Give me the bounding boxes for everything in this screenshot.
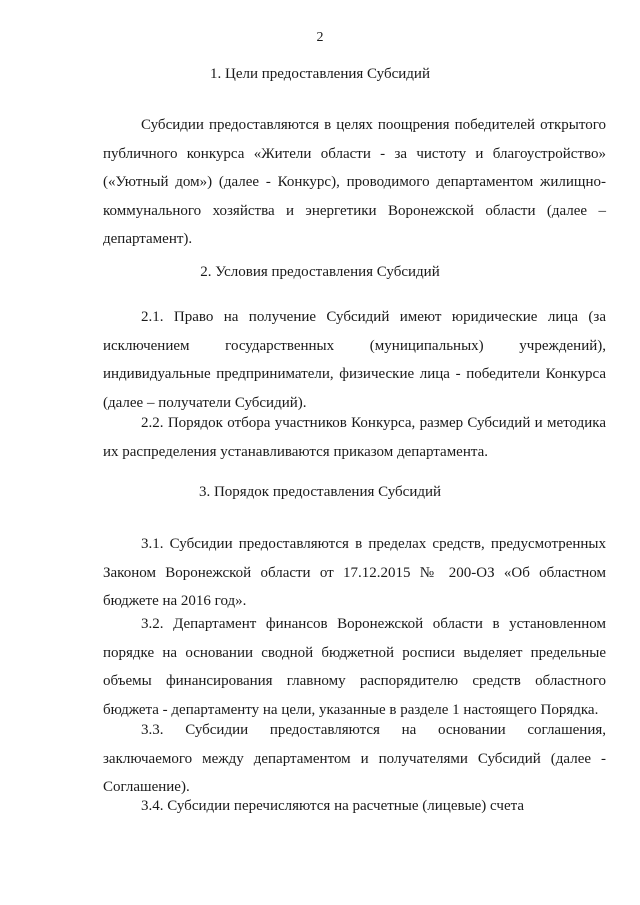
section-2-paragraph-2: 2.2. Порядок отбора участников Конкурса, размер Субсидий и методика их распределения устанавливаются приказом департамента. — [103, 415, 606, 460]
section-3-paragraph-2: 3.2. Департамент финансов Воронежской области в установленном порядке на основании сводной бюджетной росписи выделяет предельные объемы финансирования главному распорядителю средств областного бюджета - департаменту на цели, указанные в разделе 1 настоящего Порядка. — [103, 616, 606, 718]
section-3-paragraph-1: 3.1. Субсидии предоставляются в пределах средств, предусмотренных Законом Воронежской области от 17.12.2015 № 200-ОЗ «Об областном бюджете на 2016 год». — [103, 536, 606, 609]
section-2-heading: 2. Условия предоставления Субсидий — [200, 264, 440, 280]
section-3-heading: 3. Порядок предоставления Субсидий — [198, 484, 442, 500]
section-1-heading: 1. Цели предоставления Субсидий — [210, 66, 430, 82]
section-1-paragraph-1: Субсидии предоставляются в целях поощрения победителей открытого публичного конкурса «Жители области - за чистоту и благоустройство» («Уютный дом») (далее - Конкурс), проводимого департаментом жилищно-коммунального хозяйства и энергетики Воронежской области (далее – департамент). — [103, 117, 606, 247]
section-3-paragraph-3: 3.3. Субсидии предоставляются на основании соглашения, заключаемого между департаментом и получателями Субсидий (далее - Соглашение). — [103, 722, 606, 795]
page-number: 2 — [316, 30, 324, 45]
section-2-paragraph-1: 2.1. Право на получение Субсидий имеют юридические лица (за исключением государственных (муниципальных) учреждений), индивидуальные предприниматели, физические лица - победители Конкурса (далее – получатели Субсидий). — [103, 309, 606, 411]
section-3-paragraph-4: 3.4. Субсидии перечисляются на расчетные (лицевые) счета — [141, 798, 525, 814]
